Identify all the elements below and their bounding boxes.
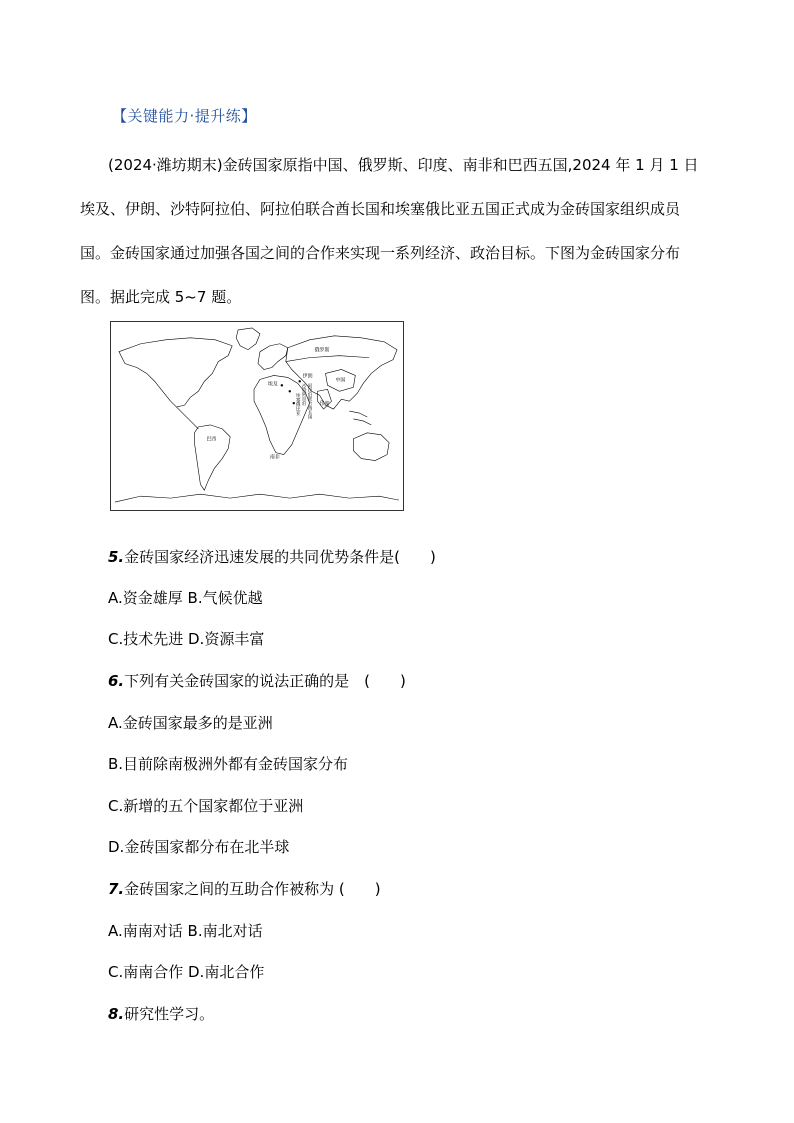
intro-line-2: 埃及、伊朗、沙特阿拉伯、阿拉伯联合酋长国和埃塞俄比亚五国正式成为金砖国家组织成员 — [80, 200, 681, 218]
label-china: 中国 — [335, 377, 346, 384]
question-8-number: 8. — [108, 1005, 125, 1023]
central-america-shape — [177, 407, 199, 429]
label-egypt: 埃及 — [267, 381, 278, 388]
greenland-shape — [236, 328, 260, 350]
egypt-marker — [281, 384, 283, 386]
russia-border — [286, 356, 369, 362]
question-6-option-d: D.金砖国家都分布在北半球 — [108, 838, 290, 856]
label-saudi: 沙特阿拉伯 — [301, 383, 307, 406]
label-brazil: 巴西 — [206, 436, 217, 443]
question-7-text: 金砖国家之间的互助合作被称为 ( ) — [124, 880, 381, 898]
se-asia-islands-shape — [349, 411, 371, 425]
south-america-shape — [194, 425, 230, 490]
question-5-options-cd: C.技术先进 D.资源丰富 — [108, 630, 265, 648]
label-ethiopia: 埃塞俄比亚 — [295, 393, 301, 416]
question-6-text: 下列有关金砖国家的说法正确的是 ( ) — [124, 672, 406, 690]
label-uae: 阿拉伯联合酋长国 — [307, 383, 313, 419]
intro-line-3: 国。金砖国家通过加强各国之间的合作来实现一系列经济、政治目标。下图为金砖国家分布 — [80, 244, 681, 262]
question-6-option-b: B.目前除南极洲外都有金砖国家分布 — [108, 755, 349, 773]
intro-paragraph — [80, 143, 720, 319]
question-5-options-ab: A.资金雄厚 B.气候优越 — [108, 589, 263, 607]
label-india: 印度 — [319, 401, 330, 408]
europe-shape — [258, 344, 288, 370]
question-7-options-cd: C.南南合作 D.南北合作 — [108, 963, 265, 981]
world-map-figure — [111, 322, 403, 510]
question-7 — [108, 878, 381, 899]
saudi-marker — [289, 390, 291, 392]
iran-marker — [299, 380, 301, 382]
question-6-option-c: C.新增的五个国家都位于亚洲 — [108, 797, 304, 815]
question-7-number: 7. — [108, 880, 125, 898]
question-5-number: 5. — [108, 548, 125, 566]
question-5 — [108, 546, 436, 567]
question-5-text: 金砖国家经济迅速发展的共同优势条件是( ) — [124, 548, 436, 566]
brics-world-map — [110, 321, 404, 511]
question-8-text: 研究性学习。 — [124, 1005, 215, 1023]
label-russia: 俄罗斯 — [314, 347, 330, 354]
question-6-option-a: A.金砖国家最多的是亚洲 — [108, 714, 273, 732]
north-america-shape — [119, 338, 232, 407]
question-7-options-ab: A.南南对话 B.南北对话 — [108, 922, 263, 940]
section-title: 【关键能力·提升练】 — [112, 107, 257, 125]
question-6-number: 6. — [108, 672, 125, 690]
question-8 — [108, 1003, 214, 1024]
label-south-africa: 南非 — [269, 454, 280, 461]
intro-line-4: 图。据此完成 5~7 题。 — [80, 288, 242, 306]
australia-shape — [353, 433, 389, 461]
label-iran: 伊朗 — [302, 373, 313, 380]
question-6 — [108, 670, 406, 691]
antarctica-shape — [115, 494, 399, 502]
intro-line-1: (2024·潍坊期末)金砖国家原指中国、俄罗斯、印度、南非和巴西五国,2024 年 1 月 1 日 — [108, 156, 699, 174]
